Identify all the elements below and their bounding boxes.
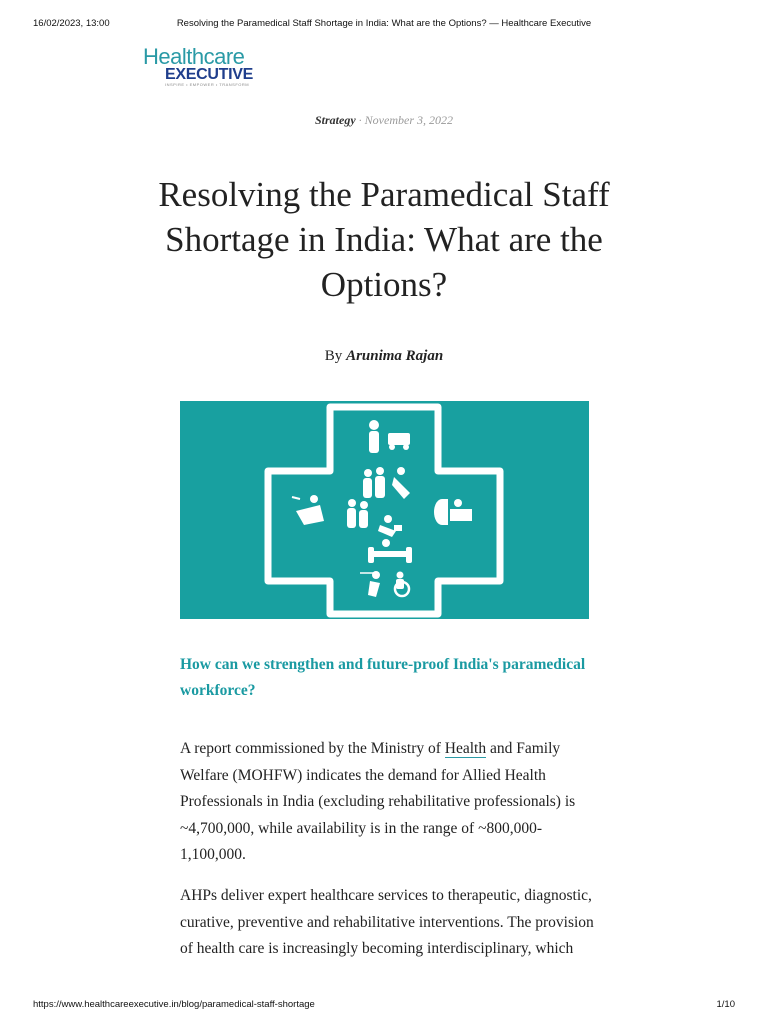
medical-cross-paramedic-illustration-icon [180, 401, 589, 619]
article-meta [0, 113, 768, 128]
category-link[interactable]: Strategy [315, 113, 356, 127]
site-logo[interactable] [143, 44, 273, 88]
hero-image [180, 401, 589, 619]
print-page-title: Resolving the Paramedical Staff Shortage in India: What are the Options? — Healthcare Executive [176, 18, 592, 29]
logo-tagline: INSPIRE • EMPOWER • TRANSFORM [165, 82, 250, 87]
meta-separator: · [358, 113, 362, 127]
paragraph-1-start: A report commissioned by the Ministry of [180, 740, 445, 757]
logo-line2: EXECUTIVE [165, 66, 253, 83]
author-name[interactable]: Arunima Rajan [346, 348, 444, 364]
article-lead: How can we strengthen and future-proof India's paramedical workforce? [180, 656, 586, 699]
page-cutoff [0, 968, 768, 996]
paragraph-1 [180, 736, 600, 869]
paragraph-1-end: and Family Welfare (MOHFW) indicates the demand for Allied Health Professionals in India (excluding rehabilitative professionals) is ~4,700,000, while availability is in the range of ~800,000-1,100,000. [180, 740, 576, 863]
health-link[interactable]: Health [444, 740, 487, 757]
publish-date: November 3, 2022 [364, 113, 453, 127]
print-url: https://www.healthcareexecutive.in/blog/paramedical-staff-shortage [33, 999, 315, 1010]
print-datetime: 16/02/2023, 13:00 [33, 18, 110, 29]
article-headline: Resolving the Paramedical Staff Shortage in India: What are the Options? [158, 175, 610, 304]
paragraph-2: AHPs deliver expert healthcare services to therapeutic, diagnostic, curative, preventive and rehabilitative interventions. The provision of health care is increasingly becoming interdisciplinary, which [180, 887, 594, 957]
page-number: 1/10 [716, 999, 735, 1010]
byline [0, 348, 768, 365]
byline-prefix: By [324, 348, 343, 364]
logo-line1: Healthcare [143, 44, 245, 69]
